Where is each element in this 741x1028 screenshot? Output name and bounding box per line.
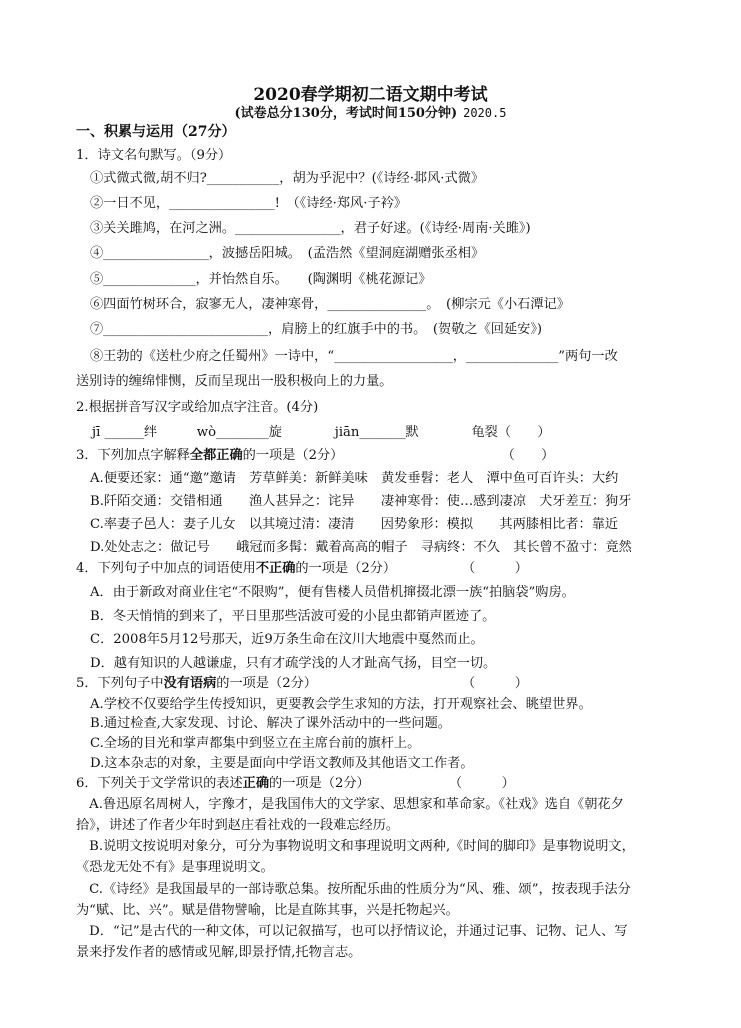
q6-option-line: 拾》，讲述了作者少年时到赵庄看社戏的一段难忘经历。 [76,818,400,833]
exam-subtitle-text: (试卷总分130分，考试时间150分钟) [234,106,458,121]
q5-stem [76,676,528,692]
q3-option: D.处处志之：做记号 峨冠而多髯：戴着高高的帽子 寻病终：不久 其长曾不盈寸：竟然 [90,540,632,555]
q1-item: ⑥四面竹树环合，寂寥无人，凄神寒骨，_______________。 (柳宗元《小石潭记》 [90,297,570,312]
q1-item: ④________________，波撼岳阳城。 (孟浩然《望洞庭湖赠张丞相》 [90,246,485,261]
q6-stem-bold: 正确 [242,776,270,791]
q6-option-line: 《恐龙无处不有》是事理说明文。 [76,860,274,875]
q5-stem-bold: 没有语病 [163,676,217,691]
q6-stem-pre: 6．下列关于文学常识的表述 [76,776,243,791]
q1-item: ③关关雎鸠，在河之洲。________________，君子好逑。(《诗经·周南·关雎》) [90,221,531,236]
exam-subtitle [0,102,741,121]
q4-option: D．越有知识的人越谦虚，只有才疏学浅的人才趾高气扬，目空一切。 [90,656,497,671]
q1-item: ⑤______________，并怡然自乐。 (陶渊明《桃花源记》 [90,272,432,287]
q1-item: ⑧王勃的《送杜少府之任蜀州》一诗中，“__________________，______________”两句一改 [90,349,618,364]
exam-date: 2020.5 [463,106,507,120]
q6-option-line: C.《诗经》是我国最早的一部诗歌总集。按所配乐曲的性质分为“风、雅、颂”，按表现手法分 [76,882,631,897]
q5-stem-post: 的一项是（2分） （ ） [216,676,528,691]
q3-option: A.便要还家：通“邀”邀请 芳草鲜美：新鲜美味 黄发垂髫：老人 潭中鱼可百许头：大约 [90,471,619,486]
q6-option-line: A.鲁迅原名周树人，字豫才，是我国伟大的文学家、思想家和革命家。《社戏》选自《朝花夕 [76,797,624,812]
q3-stem-post: 的一项是（2分） （ ） [242,448,555,463]
q6-option-line: 景来抒发作者的感情或见解,即景抒情,托物言志。 [76,945,362,960]
q4-option: C．2008年5月12号那天，近9万条生命在汶川大地震中戛然而止。 [90,632,484,647]
q3-option: B.阡陌交通：交错相通 渔人甚异之：诧异 凄神寒骨：使…感到凄凉 犬牙差互：狗牙 [90,494,632,509]
q6-stem [76,776,515,792]
q3-stem [76,448,554,464]
q2-stem: 2.根据拼音写汉字或给加点字注音。(4分) [76,400,319,415]
q1-item: 送别诗的缠绵悱恻，反而呈现出一股积极向上的力量。 [76,374,393,389]
q4-option: A．由于新政对商业住宅“不限购”，便有售楼人员借机撺掇北漂一族“拍脑袋”购房。 [90,585,575,600]
exam-title: 2020春学期初二语文期中考试 [253,85,488,105]
q3-option: C.率妻子邑人：妻子儿女 以其境过清：凄清 因势象形：模拟 其两膝相比者：靠近 [90,517,619,532]
q4-stem-pre: 4．下列句子中加点的词语使用 [76,561,256,576]
q4-stem-bold: 不正确 [255,561,296,576]
q5-option: B.通过检查,大家发现、讨论、解决了课外活动中的一些问题。 [90,716,451,731]
q4-stem [76,561,528,577]
q5-option: A.学校不仅要给学生传授知识，更要教会学生求知的方法，打开观察社会、眺望世界。 [90,697,592,712]
q1-item: ①式微式微,胡不归?___________，胡为乎泥中？(《诗经·邶风·式微》 [90,171,485,186]
section-heading: 一、积累与运用（27分） [76,124,236,140]
q5-option: C.全场的目光和掌声都集中到竖立在主席台前的旗杆上。 [90,736,421,751]
q2-items: jī ______绊 wò________旋 jiān_______默 龟裂（ ） [92,425,551,440]
q6-option-line: D．“记”是古代的一种文体，可以记叙描写，也可以抒情议论，并通过记事、记物、记人、写 [76,924,628,939]
q6-option-line: B.说明文按说明对象分，可分为事物说明文和事理说明文两种,《时间的脚印》是事物说明文， [76,839,635,854]
q1-stem: 1．诗文名句默写。（9分） [76,148,232,163]
q6-option-line: 为“赋、比、兴”。赋是借物譬喻，比是直陈其事，兴是托物起兴。 [76,903,459,918]
q3-stem-pre: 3．下列加点字解释 [76,448,190,463]
q1-item: ⑦_________________________，肩膀上的红旗手中的书。 (贺敬之《回延安》) [90,322,543,337]
q1-item: ②一日不见，________________! （《诗经·郑风·子衿》 [90,196,407,211]
q4-option: B．冬天悄悄的到来了，平日里那些活波可爱的小昆虫都销声匿迹了。 [90,609,496,624]
q5-stem-pre: 5．下列句子中 [76,676,164,691]
q6-stem-post: 的一项是（2分） （ ） [269,776,515,791]
q3-stem-bold: 全都正确 [189,448,243,463]
q5-option: D.这本杂志的对象，主要是面向中学语文教师及其他语文工作者。 [90,756,474,771]
q4-stem-post: 的一项是（2分） （ ） [295,561,528,576]
